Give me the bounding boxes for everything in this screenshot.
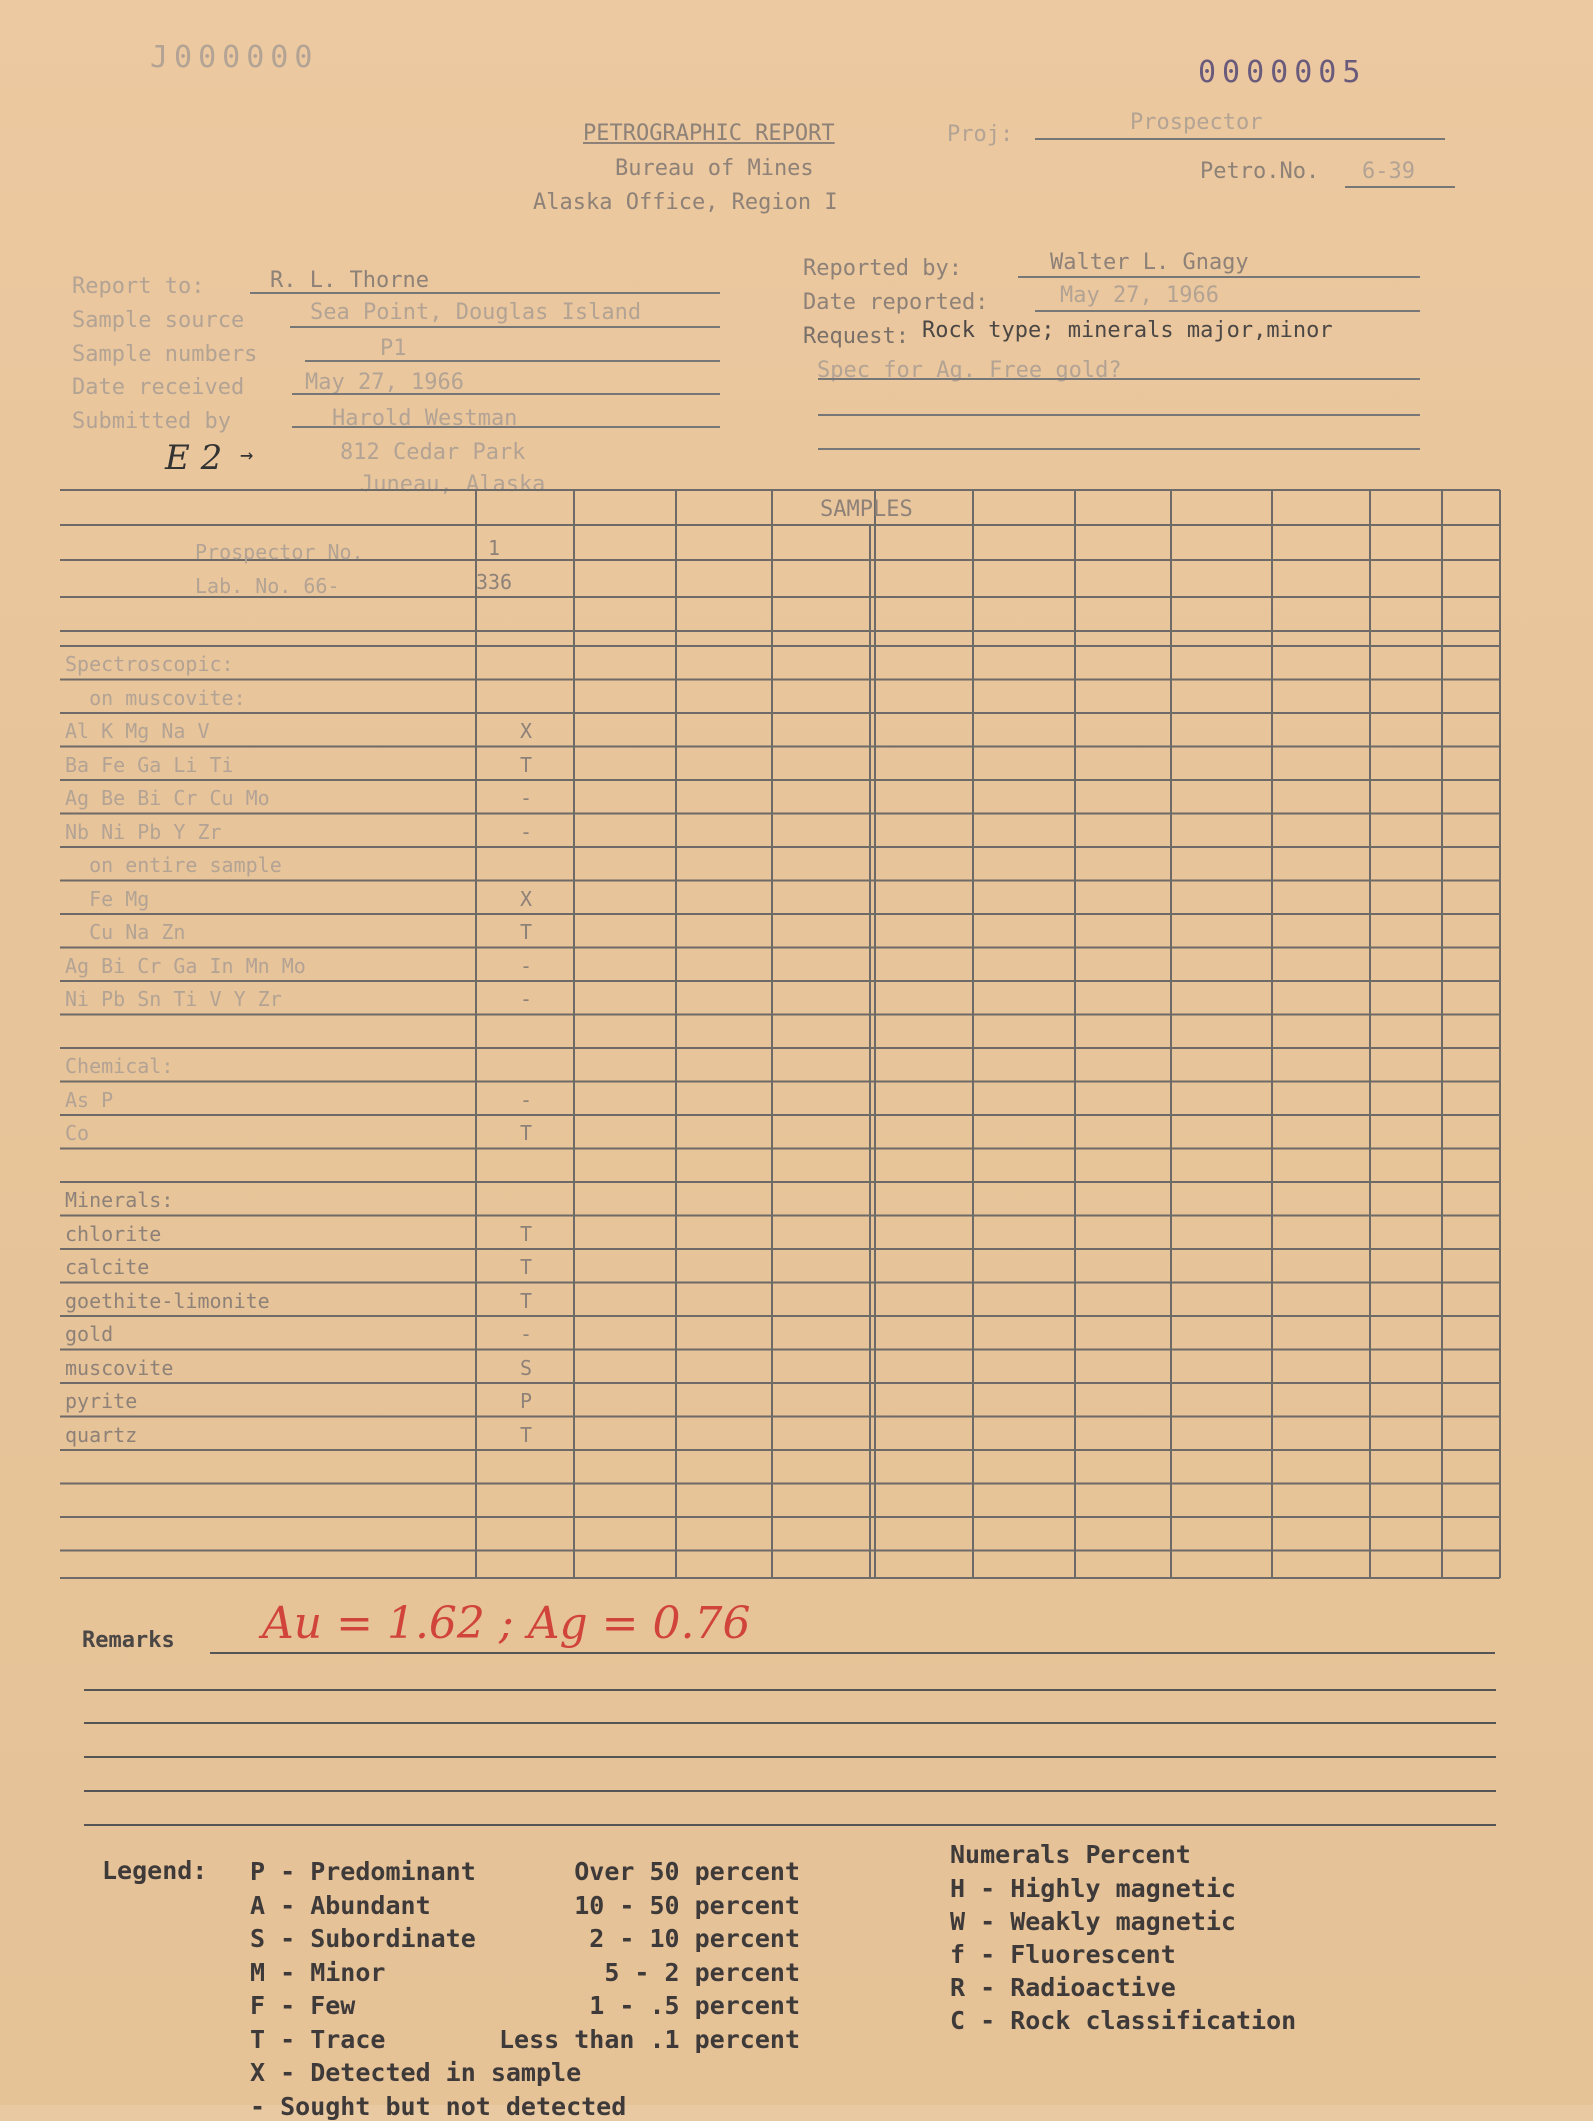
reported-by-label: Reported by: [803, 256, 962, 281]
table-row-label: chlorite [65, 1221, 162, 1246]
table-row-label: Co [65, 1121, 90, 1145]
header-bureau: Bureau of Mines [615, 156, 814, 181]
lab-no-label: Lab. No. 66- [195, 574, 340, 598]
table-row-value: X [519, 886, 533, 911]
table-row-value: - [519, 987, 533, 1011]
remarks-label: Remarks [82, 1628, 175, 1653]
samples-header: SAMPLES [820, 497, 913, 522]
legend-code: X - Detected in sample [250, 2058, 582, 2087]
petro-no-label: Petro.No. [1200, 159, 1320, 184]
table-row-label: muscovite [65, 1355, 174, 1380]
table-row-value: - [519, 786, 533, 810]
submitted-by-value: Harold Westman [332, 406, 518, 431]
handwritten-note: E 2 [165, 438, 223, 478]
table-row-value: T [519, 752, 533, 777]
table-row-label: gold [65, 1322, 114, 1346]
legend-label: Legend: [102, 1856, 208, 1885]
table-row-label: quartz [65, 1422, 138, 1447]
legend-property: H - Highly magnetic [950, 1874, 1236, 1903]
table-row-value: - [519, 819, 533, 844]
legend-percent: 1 - .5 percent [589, 1991, 800, 2020]
lab-no-value: 336 [475, 570, 513, 594]
date-reported-label: Date reported: [803, 290, 989, 315]
stamp-left: J000000 [150, 40, 319, 75]
sample-numbers-label: Sample numbers [72, 342, 258, 367]
legend-property: f - Fluorescent [950, 1940, 1176, 1969]
table-row-value: X [519, 719, 533, 743]
address-line1: 812 Cedar Park [340, 440, 526, 465]
table-row-label: Al K Mg Na V [65, 719, 210, 743]
table-row-label: Nb Ni Pb Y Zr [65, 819, 222, 844]
table-row-label: Spectroscopic: [65, 652, 234, 676]
table-row-label: Ni Pb Sn Ti V Y Zr [65, 987, 282, 1011]
legend-code: - Sought but not detected [250, 2091, 627, 2121]
legend-property: C - Rock classification [950, 2006, 1297, 2035]
prospector-no-label: Prospector No. [195, 540, 364, 564]
request-label: Request: [803, 324, 909, 349]
legend-percent: Less than .1 percent [498, 2024, 800, 2054]
legend-percent: 2 - 10 percent [589, 1924, 800, 1953]
date-received-label: Date received [72, 375, 245, 400]
petro-no-value: 6-39 [1362, 159, 1415, 184]
table-row-label: Fe Mg [65, 886, 150, 911]
proj-value: Prospector [1130, 110, 1263, 135]
legend-percent: Over 50 percent [574, 1857, 800, 1886]
table-row-label: goethite-limonite [65, 1288, 270, 1313]
table-row-label: Minerals: [65, 1188, 174, 1212]
report-to-value: R. L. Thorne [270, 268, 429, 293]
sample-source-value: Sea Point, Douglas Island [310, 300, 642, 325]
table-row-label: pyrite [65, 1389, 138, 1413]
table-row-label: Chemical: [65, 1054, 174, 1078]
date-reported-value: May 27, 1966 [1060, 283, 1219, 308]
date-received-value: May 27, 1966 [305, 370, 464, 395]
table-row-value: T [519, 1255, 533, 1279]
legend-property: W - Weakly magnetic [950, 1907, 1236, 1936]
address-line2: Juneau, Alaska [360, 472, 546, 497]
legend-code: T - Trace [250, 2024, 386, 2054]
report-title: PETROGRAPHIC REPORT [583, 121, 835, 146]
table-row-value: S [519, 1355, 533, 1380]
table-row-label: on muscovite: [65, 685, 246, 710]
remarks-value: Au = 1.62 ; Ag = 0.76 [262, 1598, 751, 1649]
report-to-label: Report to: [72, 274, 205, 299]
submitted-by-label: Submitted by [72, 409, 231, 434]
table-row-label: Ba Fe Ga Li Ti [65, 752, 234, 777]
legend-percent: 5 - 2 percent [604, 1957, 800, 1987]
legend-percent: 10 - 50 percent [574, 1890, 800, 1920]
sample-numbers-value: P1 [380, 336, 407, 361]
table-row-label: calcite [65, 1255, 150, 1279]
table-row-value: T [519, 1288, 533, 1313]
legend-code: P - Predominant [250, 1857, 476, 1886]
table-row-value: T [519, 1221, 533, 1246]
legend-code: S - Subordinate [250, 1924, 476, 1953]
header-office: Alaska Office, Region I [533, 190, 838, 215]
table-row-label: Ag Be Bi Cr Cu Mo [65, 786, 270, 810]
table-row-value: T [519, 920, 533, 944]
legend-property: R - Radioactive [950, 1973, 1176, 2002]
table-row-label: Ag Bi Cr Ga In Mn Mo [65, 953, 306, 978]
reported-by-value: Walter L. Gnagy [1050, 250, 1249, 275]
request-value: Rock type; minerals major,minor [922, 318, 1333, 343]
request-line2: Spec for Ag. Free gold? [817, 358, 1122, 383]
table-row-value: T [519, 1422, 533, 1447]
prospector-no-value: 1 [487, 536, 501, 560]
table-row-value: - [519, 953, 533, 978]
table-row-value: - [519, 1087, 533, 1112]
table-row-value: P [519, 1389, 533, 1413]
table-row-label: Cu Na Zn [65, 920, 186, 944]
table-row-label: on entire sample [65, 853, 282, 877]
stamp-number: 0000005 [1198, 55, 1367, 90]
legend-right-title: Numerals Percent [950, 1840, 1191, 1869]
arrow-icon: → [240, 443, 254, 468]
table-row-value: T [519, 1121, 533, 1145]
sample-source-label: Sample source [72, 308, 245, 333]
table-row-value: - [519, 1322, 533, 1346]
legend-code: F - Few [250, 1991, 356, 2020]
proj-label: Proj: [947, 122, 1014, 147]
legend-code: M - Minor [250, 1957, 386, 1987]
legend-code: A - Abundant [250, 1890, 431, 1920]
table-row-label: As P [65, 1087, 114, 1112]
